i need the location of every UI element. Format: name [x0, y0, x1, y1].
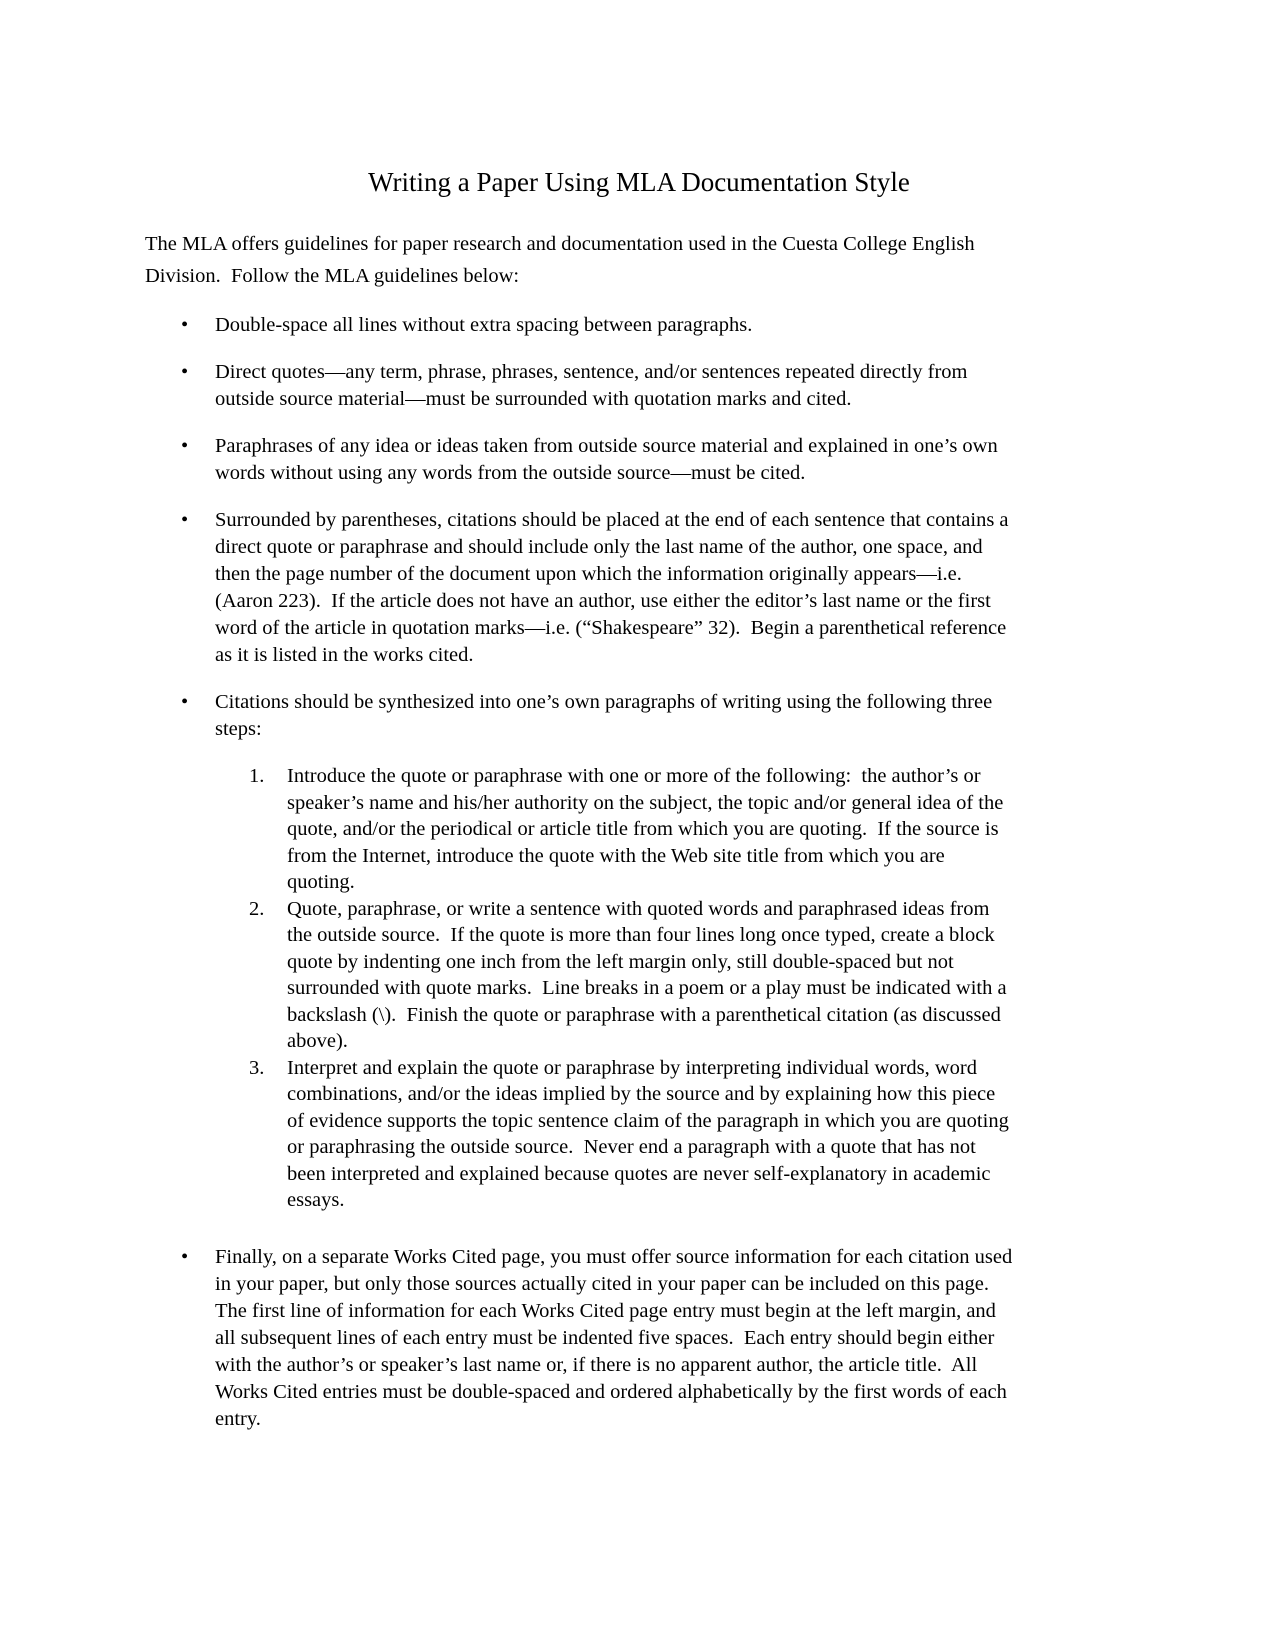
intro-paragraph: The MLA offers guidelines for paper research and documentation used in the Cuesta College English Division. Follow the MLA guidelines below: [145, 233, 980, 287]
bullet-text: Double-space all lines without extra spacing between paragraphs. [215, 314, 753, 336]
step-number: 2. [249, 897, 265, 920]
bullet-item-citation-placement [145, 507, 1013, 669]
step-item-quote [145, 896, 1013, 1055]
step-item-interpret [145, 1055, 1013, 1214]
bullet-item-double-space [145, 312, 1013, 339]
step-text: Quote, paraphrase, or write a sentence with quoted words and paraphrased ideas from the outside source. If the quote is more than four lines long once typed, create a block quote by indenting one inch from the left margin only, still double-spaced but not surrounded with quote marks. Line breaks in a poem or a play must be indicated with a backslash (\). Finish the quote or paraphrase with a parenthetical citation (as discussed above). [287, 897, 1012, 1052]
bullet-text: Citations should be synthesized into one’s own paragraphs of writing using the following three steps: [215, 691, 998, 740]
bullet-icon: • [181, 314, 189, 336]
bullet-icon: • [181, 691, 189, 713]
bullet-icon: • [181, 361, 189, 383]
bullet-item-paraphrases [145, 433, 1013, 487]
works-cited-section [145, 1244, 1018, 1433]
bullet-item-synthesis [145, 689, 1013, 743]
step-item-introduce [145, 763, 1013, 896]
numbered-steps-list [145, 763, 1013, 1214]
step-number: 3. [249, 1056, 265, 1079]
bullet-text: Surrounded by parentheses, citations should be placed at the end of each sentence that contains a direct quote or paraphrase and should include only the last name of the author, one space, and then the page number of the document upon which the information originally appears—i.e. (Aaron 223). If the article does not have an author, use either the editor’s last name or the first word of the article in quotation marks—i.e. (“Shakespeare” 32). Begin a parenthetical reference as it is listed in the works cited. [215, 509, 1014, 666]
bullet-item-direct-quotes [145, 359, 1013, 413]
bullet-icon: • [181, 1245, 189, 1268]
bullet-text: Finally, on a separate Works Cited page, you must offer source information for each citation used in your paper, but only those sources actually cited in your paper can be included on this page. The first line of information for each Works Cited page entry must begin at the left margin, and all subsequent lines of each entry must be indented five spaces. Each entry should begin either with the author’s or speaker’s last name or, if there is no apparent author, the article title. All Works Cited entries must be double-spaced and ordered alphabetically by the first words of each entry. [215, 1245, 1018, 1430]
guidelines-bullet-list [145, 312, 1013, 743]
bullet-text: Direct quotes—any term, phrase, phrases, sentence, and/or sentences repeated directly from outside source material—must be surrounded with quotation marks and cited. [215, 361, 973, 410]
bullet-item-works-cited [145, 1244, 1018, 1433]
step-text: Interpret and explain the quote or paraphrase by interpreting individual words, word combinations, and/or the ideas implied by the source and by explaining how this piece of evidence supports the topic sentence claim of the paragraph in which you are quoting or paraphrasing the outside source. Never end a paragraph with a quote that has not been interpreted and explained because quotes are never self-explanatory in academic essays. [287, 1056, 1014, 1211]
bullet-text: Paraphrases of any idea or ideas taken from outside source material and explained in one’s own words without using any words from the outside source—must be cited. [215, 435, 1003, 484]
bullet-icon: • [181, 509, 189, 531]
bullet-icon: • [181, 435, 189, 457]
step-number: 1. [249, 765, 265, 787]
page-title: Writing a Paper Using MLA Documentation Style [368, 167, 910, 197]
step-text: Introduce the quote or paraphrase with one or more of the following: the author’s or speaker’s name and his/her authority on the subject, the topic and/or general idea of the quote, and/or the periodical or article title from which you are quoting. If the source is from the Internet, introduce the quote with the Web site title from which you are quoting. [287, 765, 1009, 893]
